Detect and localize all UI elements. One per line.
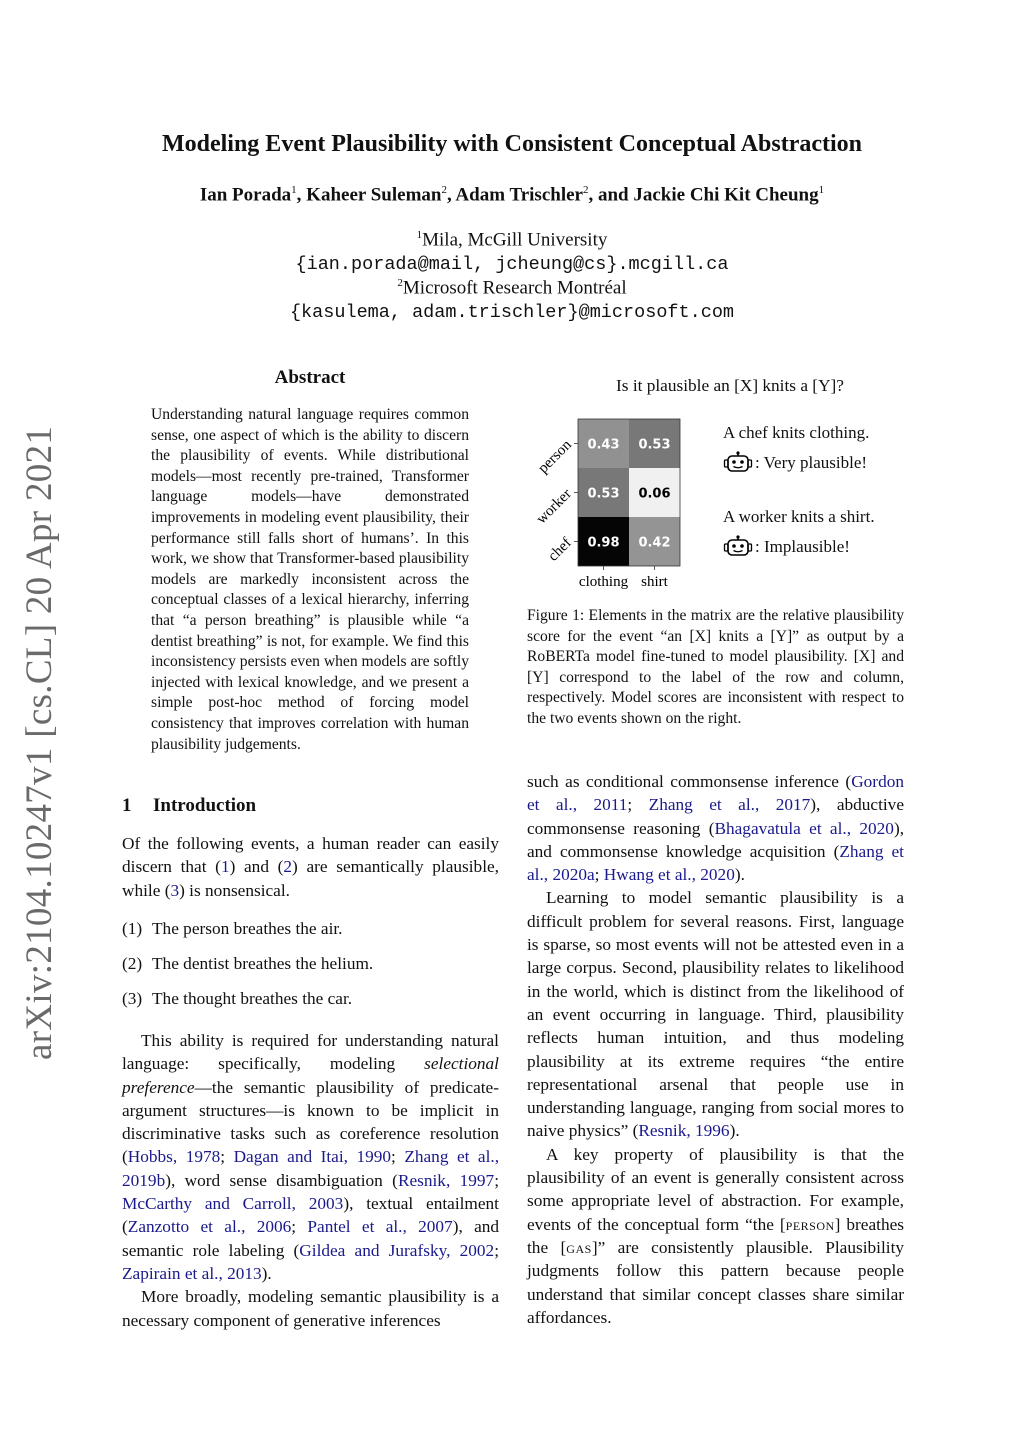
- right-column-text: [527, 770, 904, 1329]
- author-list: [0, 184, 1024, 206]
- citation-dagan-itai[interactable]: Dagan and Itai, 1990: [233, 1147, 392, 1167]
- citation-zhang-2019[interactable]: Zhang et al., 2019b: [122, 1147, 500, 1190]
- citation-zanzotto[interactable]: Zanzotto et al., 2006: [127, 1217, 292, 1237]
- abstract-text: Understanding natural language requires common sense, one aspect of which is the ability to discern the plausibility of events. While distributional models—most recently pre-trained, Transformer language models—have demonstrated improvements in modeling event plausibility, their performance still falls short of humans’. In this work, we show that Transformer-based plausibility models are markedly inconsistent across the conceptual classes of a lexical hierarchy, inferring that “a person breathing” is plausible while “a dentist breathing” is not, for example. We find this inconsistency persists even when models are softly injected with lexical knowledge, and we present a simple post-hoc method of forcing model consistency that improves correlation with human plausibility judgements.: [151, 406, 469, 753]
- example-2: (2) The dentist breathes the helium.: [122, 954, 374, 973]
- citation-resnik-1997[interactable]: Resnik, 1997: [397, 1170, 495, 1190]
- heatmap-value-chef-shirt: 0.42: [638, 535, 671, 551]
- heatmap-value-person-shirt: 0.53: [638, 437, 671, 453]
- example-ref-1[interactable]: 1: [220, 857, 230, 877]
- example-ref-2[interactable]: 2: [283, 857, 293, 877]
- heatmap-value-person-clothing: 0.43: [587, 437, 620, 453]
- author-affiliation-mark: 2: [441, 184, 447, 196]
- robot-icon: [723, 451, 753, 473]
- citation-gildea-jurafsky[interactable]: Gildea and Jurafsky, 2002: [299, 1240, 495, 1260]
- example-ref-3[interactable]: 3: [170, 880, 180, 900]
- heatmap-value-chef-clothing: 0.98: [587, 535, 620, 551]
- citation-mccarthy-carroll[interactable]: McCarthy and Carroll, 2003: [122, 1194, 344, 1214]
- annotation-chef: A chef knits clothing.: [723, 423, 870, 442]
- citation-hwang[interactable]: Hwang et al., 2020: [603, 865, 735, 885]
- citation-zhang-2017[interactable]: Zhang et al., 2017: [648, 795, 811, 815]
- citation-hobbs[interactable]: Hobbs, 1978: [127, 1147, 221, 1167]
- heatmap-value-worker-clothing: 0.53: [587, 486, 620, 502]
- author-name: Ian Porada: [199, 184, 292, 206]
- arxiv-stamp: arXiv:2104.10247v1 [cs.CL] 20 Apr 2021: [19, 425, 60, 1060]
- author-separator: ,: [296, 184, 307, 206]
- heatmap-col-label-shirt: shirt: [641, 574, 668, 590]
- author-name: Kaheer Suleman: [306, 184, 442, 206]
- intro-paragraph-2: This ability is required for understanding natural language: specifically, modeling selectional preference—the semantic plausibility of predicate-argument structures—is known to be implicit in discriminative tasks such as coreference resolution (Hobbs, 1978; Dagan and Itai, 1990; Zhang et al., 2019b), word sense disambiguation (Resnik, 1997; McCarthy and Carroll, 2003), textual entailment (Zanzotto et al., 2006; Pantel et al., 2007), and semantic role labeling (Gildea and Jurafsky, 2002; Zapirain et al., 2013). More broadly, modeling semantic plausibility is a necessary component of generative inferences: [122, 1029, 499, 1332]
- right-paragraph-2: Learning to model semantic plausibility is a difficult problem for several reasons. First, language is sparse, so most events will not be attested even in a large corpus. Second, plausibility relates to likelihood in the world, which is distinct from the likelihood of an event occurring in language. Third, plausibility reflects human intuition, and thus modeling plausibility at its extreme requires “the entire representational arsenal that people use in understanding language, ranging from social mores to naive physics” (Resnik, 1996).: [527, 888, 904, 1141]
- citation-zhang-2020[interactable]: Zhang et al., 2020a: [527, 841, 904, 885]
- email-2[interactable]: {kasulema, adam.trischler}@microsoft.com: [289, 302, 735, 323]
- abstract-heading: Abstract: [274, 367, 346, 388]
- figure-question: Is it plausible an [X] knits a [Y]?: [616, 376, 844, 395]
- heatmap-value-worker-shirt: 0.06: [638, 486, 671, 502]
- author-name: Jackie Chi Kit Cheung: [633, 184, 819, 206]
- robot-icon: [723, 535, 753, 557]
- intro-paragraph-3: More broadly, modeling semantic plausibility is a necessary component of generative inferences: [122, 1287, 499, 1330]
- citation-zapirain[interactable]: Zapirain et al., 2013: [122, 1263, 262, 1283]
- heatmap-col-label-clothing: clothing: [578, 574, 629, 590]
- figure-caption: Figure 1: Elements in the matrix are the relative plausibility score for the event “an [X] knits a [Y]” as output by a RoBERTa model fine-tuned to model plausibility. [X] and [Y] correspond to the label of the row and column, respectively. Model scores are inconsistent with respect to the two events shown on the right.: [527, 607, 904, 727]
- citation-gordon[interactable]: Gordon et al., 2011: [527, 772, 904, 815]
- citation-bhagavatula[interactable]: Bhagavatula et al., 2020: [714, 818, 894, 838]
- author-affiliation-mark: 1: [818, 184, 825, 196]
- annotation-worker: A worker knits a shirt.: [723, 507, 875, 526]
- author-separator: , and: [588, 184, 634, 206]
- heatmap-row-label-chef: chef: [545, 535, 575, 565]
- right-paragraph-1: such as conditional commonsense inference (Gordon et al., 2011; Zhang et al., 2017), abductive commonsense reasoning (Bhagavatula et al., 2020), and commonsense knowledge acquisition (Zhang et al., 2020a; Hwang et al., 2020).: [527, 772, 905, 885]
- verdict-chef: : Very plausible!: [723, 451, 867, 473]
- heatmap-row-label-person: person: [535, 437, 575, 477]
- section-heading-introduction: 1 Introduction: [122, 795, 257, 816]
- right-paragraph-3: A key property of plausibility is that the plausibility of an event is generally consistent across some appropriate level of abstraction. For example, events of the conceptual form “the [person] breathes the [gas]” are consistently plausible. Plausibility judgments follow this pattern because people understand that similar concept classes share similar affordances.: [527, 1144, 905, 1327]
- affiliation-1: $^1$Mila, McGill University: [416, 229, 608, 251]
- example-1: (1) The person breathes the air.: [122, 919, 343, 938]
- affiliation-2: $^2$Microsoft Research Montréal: [397, 277, 627, 299]
- intro-paragraph-1: Of the following events, a human reader can easily discern that (1) and (2) are semantically plausible, while (3) is nonsensical.: [122, 834, 499, 900]
- author-separator: ,: [446, 184, 456, 206]
- citation-resnik-1996[interactable]: Resnik, 1996: [638, 1121, 730, 1141]
- author-name: Adam Trischler: [455, 184, 583, 206]
- author-affiliation-mark: 1: [291, 184, 297, 196]
- email-1[interactable]: {ian.porada@mail, jcheung@cs}.mcgill.ca: [295, 254, 729, 275]
- example-3: (3) The thought breathes the car.: [122, 989, 353, 1008]
- verdict-worker: : Implausible!: [723, 535, 850, 557]
- citation-pantel[interactable]: Pantel et al., 2007: [307, 1217, 453, 1237]
- heatmap-row-label-worker: worker: [533, 486, 575, 528]
- author-affiliation-mark: 2: [582, 184, 589, 196]
- paper-title: Modeling Event Plausibility with Consistent Conceptual Abstraction: [161, 131, 863, 157]
- heatmap-figure: [528, 408, 688, 590]
